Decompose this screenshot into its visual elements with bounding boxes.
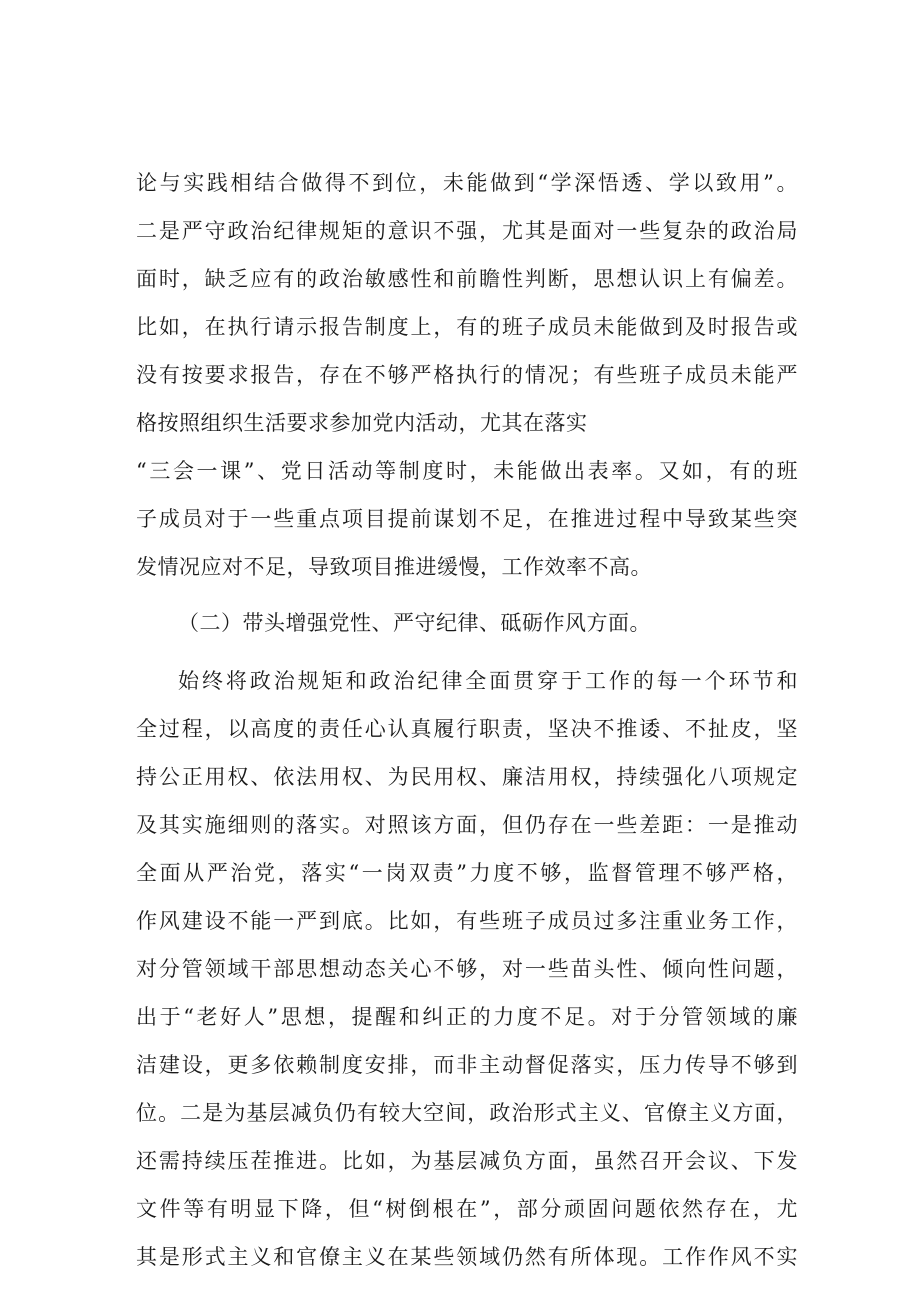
text-line: 子成员对于一些重点项目提前谋划不足，在推进过程中导致某些突 — [136, 507, 798, 531]
text-line: 发情况应对不足，导致项目推进缓慢，工作效率不高。 — [136, 555, 652, 579]
text-line: 及其实施细则的落实。对照该方面，但仍存在一些差距：一是推动 — [136, 813, 798, 837]
text-line: 面时，缺乏应有的政治敏感性和前瞻性判断，思想认识上有偏差。 — [136, 267, 798, 291]
text-line: 文件等有明显下降，但“树倒根在”，部分顽固问题依然存在，尤 — [136, 1197, 798, 1221]
text-line: 出于“老好人”思想，提醒和纠正的力度不足。对于分管领域的廉 — [136, 1005, 798, 1029]
text-line: 没有按要求报告，存在不够严格执行的情况；有些班子成员未能严 — [136, 363, 798, 387]
section-heading: （二）带头增强党性、严守纪律、砥砺作风方面。 — [178, 611, 651, 635]
text-line: 论与实践相结合做得不到位，未能做到“学深悟透、学以致用”。 — [136, 171, 798, 195]
text-line: 对分管领域干部思想动态关心不够，对一些苗头性、倾向性问题， — [136, 957, 798, 981]
text-line: 持公正用权、依法用权、为民用权、廉洁用权，持续强化八项规定 — [136, 765, 798, 789]
text-line: “三会一课”、党日活动等制度时，未能做出表率。又如，有的班 — [136, 459, 798, 483]
text-line: 比如，在执行请示报告制度上，有的班子成员未能做到及时报告或 — [136, 315, 798, 339]
text-line: 作风建设不能一严到底。比如，有些班子成员过多注重业务工作， — [136, 909, 798, 933]
text-line: 其是形式主义和官僚主义在某些领域仍然有所体现。工作作风不实 — [136, 1245, 798, 1269]
text-line: 位。二是为基层减负仍有较大空间，政治形式主义、官僚主义方面， — [136, 1101, 798, 1125]
text-line: 全面从严治党，落实“一岗双责”力度不够，监督管理不够严格， — [136, 861, 798, 885]
text-line: 洁建设，更多依赖制度安排，而非主动督促落实，压力传导不够到 — [136, 1053, 798, 1077]
text-line: 全过程，以高度的责任心认真履行职责，坚决不推诿、不扯皮，坚 — [136, 717, 798, 741]
text-line: 还需持续压茬推进。比如，为基层减负方面，虽然召开会议、下发 — [136, 1149, 798, 1173]
text-line: 二是严守政治纪律规矩的意识不强，尤其是面对一些复杂的政治局 — [136, 219, 798, 243]
text-line: 格按照组织生活要求参加党内活动，尤其在落实 — [136, 411, 588, 435]
text-line: 始终将政治规矩和政治纪律全面贯穿于工作的每一个环节和 — [178, 669, 798, 693]
